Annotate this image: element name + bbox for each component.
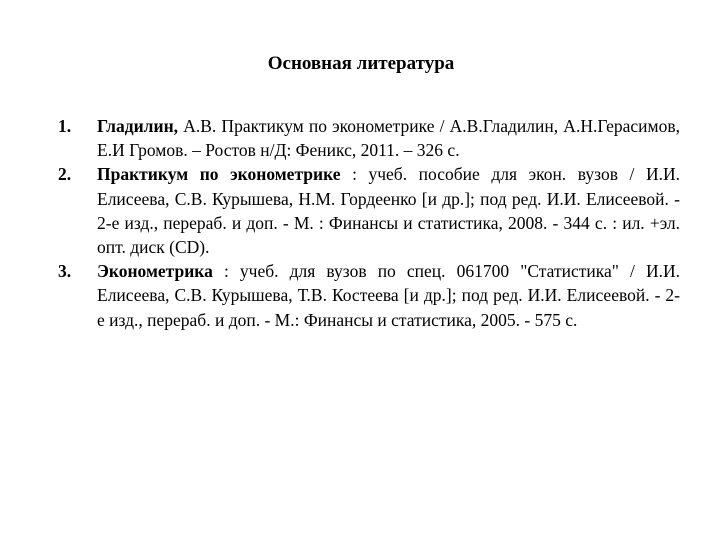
list-item-title: Эконометрика (97, 261, 213, 282)
list-item-details: : учеб. пособие для экон. вузов / И.И. Елисеева, С.В. Курышева, Н.М. Гордеенко [и др.]; под ред. И.И. Елисеевой. - 2-е изд., перераб. и доп. - М. : Финансы и статистика, 2008. - 344 с. : ил. +эл. опт. диск (CD). (97, 164, 681, 258)
list-item (58, 259, 680, 332)
list-item-number: 1. (58, 116, 72, 136)
page-title-text: Основная литература (267, 53, 455, 74)
page-title (0, 52, 720, 76)
list-item-number: 2. (58, 164, 72, 185)
list-item-author: Гладилин, (97, 116, 179, 136)
list-item (58, 114, 680, 162)
bibliography-list (58, 114, 680, 332)
list-item-text (97, 162, 680, 259)
list-item-text (97, 259, 680, 332)
list-item-details: А.В. Практикум по эконометрике / А.В.Гладилин, А.Н.Герасимов, Е.И Громов. – Ростов н/Д: Феникс, 2011. – 326 с. (97, 116, 680, 161)
list-item (58, 162, 680, 259)
list-item-number: 3. (58, 261, 72, 282)
list-item-details: : учеб. для вузов по спец. 061700 "Статистика" / И.И. Елисеева, С.В. Курышева, Т.В. Костеева [и др.]; под ред. И.И. Елисеевой. - 2-е изд., перераб. и доп. - М.: Финансы и статистика, 2005. - 575 с. (97, 261, 680, 330)
list-item-title: Практикум по эконометрике (97, 164, 341, 185)
list-item-text (97, 114, 680, 162)
